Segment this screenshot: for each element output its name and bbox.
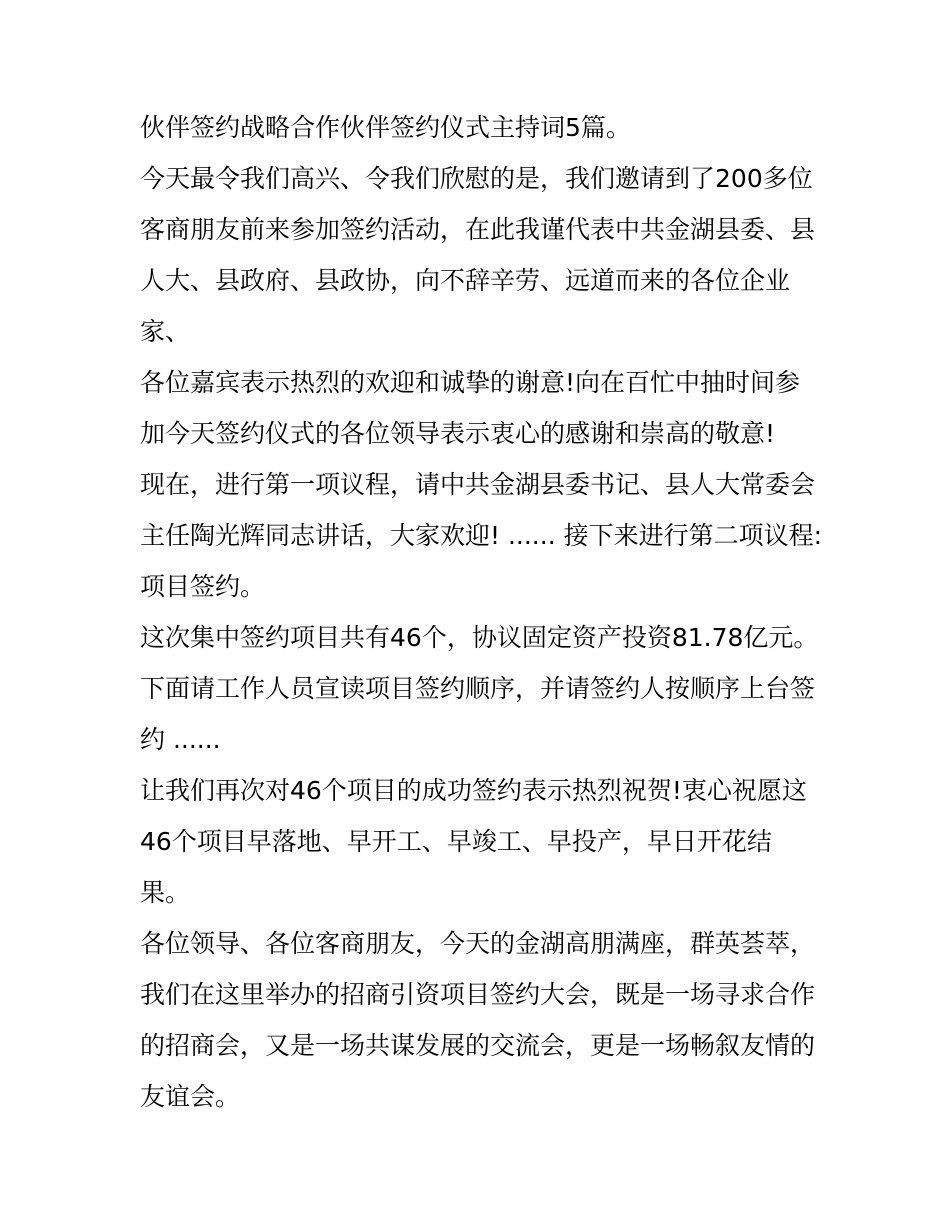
text-line: 下面请工作人员宣读项目签约顺序，并请签约人按顺序上台签 [140, 674, 816, 703]
text-line: 约 ...... [140, 725, 221, 754]
document-body [140, 108, 823, 1128]
text-line: 46个项目早落地、早开工、早竣工、早投产，早日开花结 [140, 827, 772, 856]
text-line: 人大、县政府、县政协，向不辞辛劳、远道而来的各位企业 [140, 266, 791, 295]
text-line: 主任陶光辉同志讲话，大家欢迎! ...... 接下来进行第二项议程: [140, 521, 823, 550]
text-line: 项目签约。 [140, 572, 266, 601]
text-line: 家、 [140, 317, 191, 346]
text-line: 加今天签约仪式的各位领导表示衷心的感谢和崇高的敬意! [140, 419, 776, 448]
text-line: 现在，进行第一项议程，请中共金湖县委书记、县人大常委会 [140, 470, 816, 499]
text-line: 今天最令我们高兴、令我们欣慰的是，我们邀请到了200多位 [140, 164, 813, 193]
text-line: 各位领导、各位客商朋友，今天的金湖高朋满座，群英荟萃， [140, 929, 816, 958]
text-line: 我们在这里举办的招商引资项目签约大会，既是一场寻求合作 [140, 980, 816, 1009]
text-line: 果。 [140, 878, 191, 907]
text-line: 友谊会。 [140, 1082, 241, 1111]
text-line: 这次集中签约项目共有46个，协议固定资产投资81.78亿元。 [140, 623, 819, 652]
text-line: 客商朋友前来参加签约活动，在此我谨代表中共金湖县委、县 [140, 215, 816, 244]
text-line: 各位嘉宾表示热烈的欢迎和诚挚的谢意!向在百忙中抽时间参 [140, 368, 801, 397]
text-line: 伙伴签约战略合作伙伴签约仪式主持词5篇。 [140, 113, 631, 142]
text-line: 的招商会，又是一场共谋发展的交流会，更是一场畅叙友情的 [140, 1031, 816, 1060]
text-line: 让我们再次对46个项目的成功签约表示热烈祝贺!衷心祝愿这 [140, 776, 807, 805]
